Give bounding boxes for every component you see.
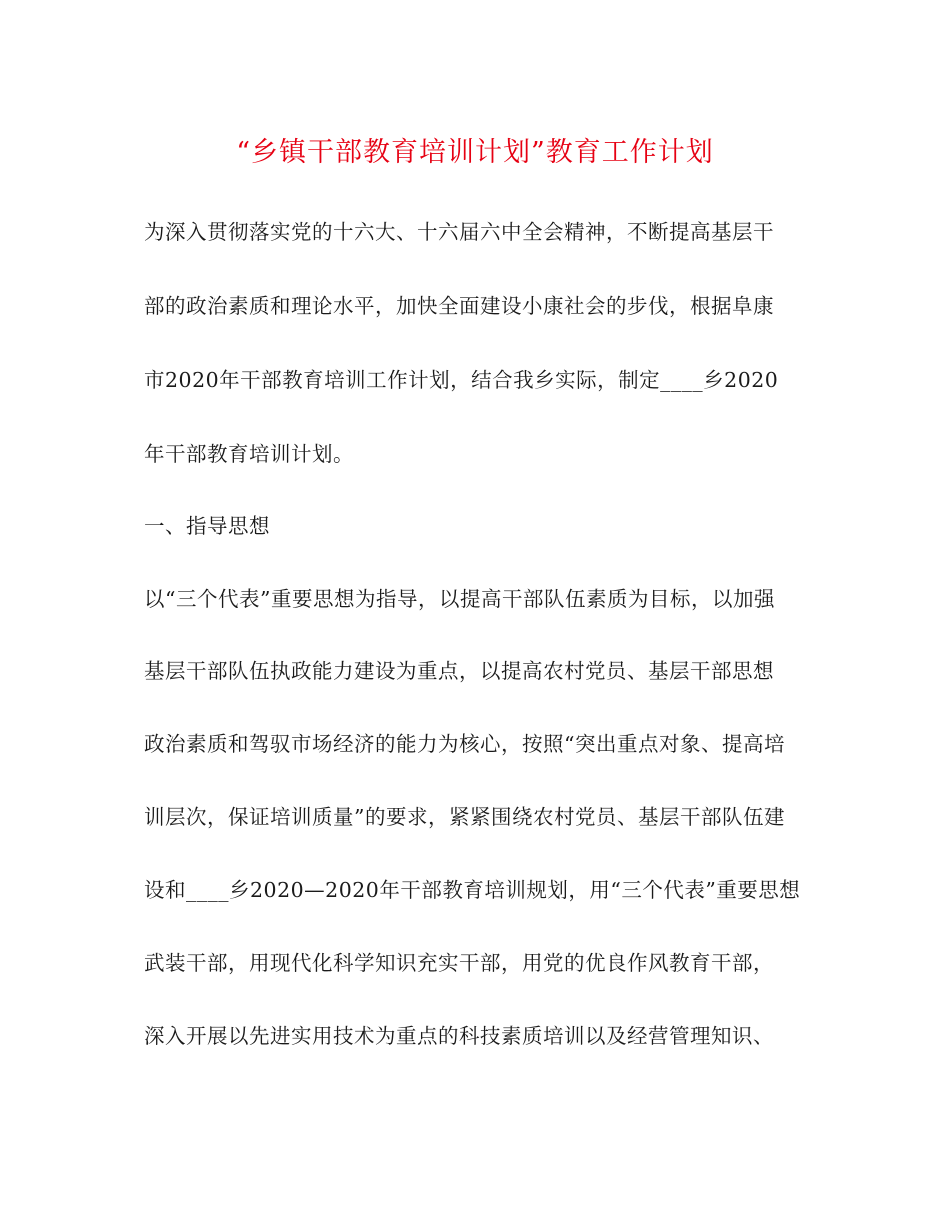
paragraph-line: 部的政治素质和理论水平，加快全面建设小康社会的步伐，根据阜康 (144, 294, 774, 318)
section-heading: 一、指导思想 (144, 514, 270, 538)
paragraph-line: 训层次，保证培训质量”的要求，紧紧围绕农村党员、基层干部队伍建 (144, 805, 785, 829)
paragraph-line: 以“三个代表”重要思想为指导，以提高干部队伍素质为目标，以加强 (144, 587, 775, 611)
paragraph-line: 政治素质和驾驭市场经济的能力为核心，按照“突出重点对象、提高培 (144, 732, 785, 756)
paragraph-line: 设和____乡2020—2020年干部教育培训规划，用“三个代表”重要思想 (144, 878, 801, 902)
paragraph-line: 深入开展以先进实用技术为重点的科技素质培训以及经营管理知识、 (144, 1024, 774, 1048)
paragraph-line: 武装干部，用现代化科学知识充实干部，用党的优良作风教育干部， (144, 951, 774, 975)
paragraph-line: 市2020年干部教育培训工作计划，结合我乡实际，制定____乡2020 (144, 368, 779, 392)
document-title: “乡镇干部教育培训计划”教育工作计划 (236, 137, 714, 168)
paragraph-line: 为深入贯彻落实党的十六大、十六届六中全会精神，不断提高基层干 (144, 220, 774, 244)
paragraph-line: 基层干部队伍执政能力建设为重点，以提高农村党员、基层干部思想 (144, 659, 774, 683)
paragraph-line: 年干部教育培训计划。 (144, 442, 354, 466)
